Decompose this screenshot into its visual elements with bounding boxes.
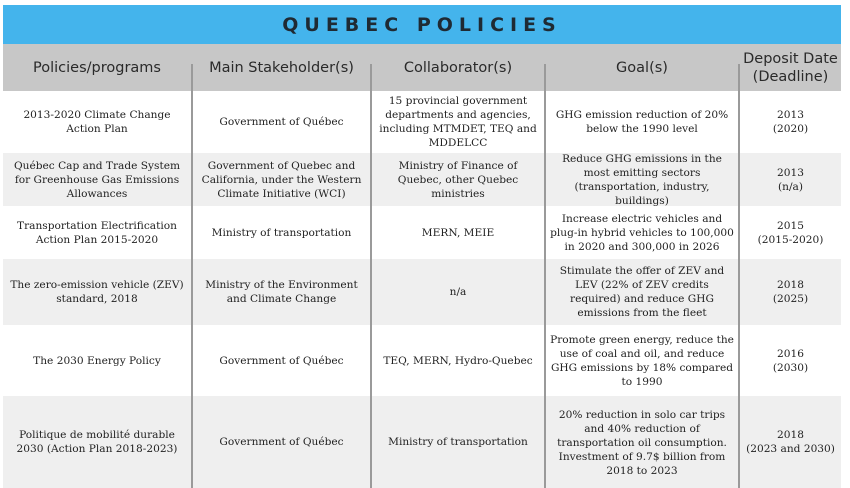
policy-cell: The zero-emission vehicle (ZEV) standard, 2018 [10,279,184,305]
table-row [3,325,841,396]
column-divider [191,64,193,488]
deposit-date: 2018 [777,429,804,441]
table-row [3,153,841,206]
table-row [3,206,841,259]
header-deposit-date: Deposit Date (Deadline) [743,50,838,85]
policy-cell: Politique de mobilité durable 2030 (Action Plan 2018-2023) [16,429,178,455]
collaborator-cell: Ministry of Finance of Quebec, other Quebec ministries [397,159,519,200]
table-title: QUEBEC POLICIES [282,13,562,36]
goal-cell: Reduce GHG emissions in the most emitting sectors (transportation, industry, buildings) [562,153,722,206]
stakeholder-cell: Ministry of the Environment and Climate Change [205,279,358,305]
table-row [3,259,841,325]
date-cell [740,325,841,396]
goal-cell: Increase electric vehicles and plug-in hybrid vehicles to 100,000 in 2020 and 300,000 in 2026 [550,212,734,253]
table-row [3,396,841,488]
date-cell [740,153,841,206]
column-divider [370,64,372,488]
title-bar [3,5,841,44]
header-goals: Goal(s) [616,59,668,76]
goal-cell: Promote green energy, reduce the use of coal and oil, and reduce GHG emissions by 18% compared to 1990 [550,333,734,388]
deadline: (2020) [772,123,809,135]
date-cell [740,259,841,325]
policy-cell: Québec Cap and Trade System for Greenhouse Gas Emissions Allowances [13,159,181,200]
collaborator-cell: Ministry of transportation [388,436,528,448]
goal-cell: GHG emission reduction of 20% below the 1990 level [555,109,729,135]
deadline: (n/a) [778,180,803,193]
date-cell [740,91,841,153]
table-header [3,44,841,91]
collaborator-cell: TEQ, MERN, Hydro-Quebec [383,354,533,367]
table-row [3,91,841,153]
deadline: (2015-2020) [757,233,824,246]
collaborator-cell: MERN, MEIE [421,226,495,239]
header-collaborator: Collaborator(s) [403,59,513,76]
policy-cell: Transportation Electrification Action Plan 2015-2020 [17,219,177,246]
stakeholder-cell: Ministry of transportation [211,226,352,239]
collaborator-cell: n/a [449,286,467,298]
deposit-date: 2013 [777,166,804,179]
deposit-date: 2018 [777,279,804,291]
column-divider [544,64,546,488]
column-divider [738,64,740,488]
collaborator-cell: 15 provincial government departments and agencies, including MTMDET, TEQ and MDDELCC [379,95,537,149]
stakeholder-cell: Government of Québec [219,436,344,448]
deadline: (2030) [772,361,809,374]
policy-cell: The 2030 Energy Policy [33,354,161,367]
deadline: (2025) [772,293,809,305]
stakeholder-cell: Government of Quebec and California, under the Western Climate Initiative (WCI) [201,159,362,200]
deposit-date: 2016 [777,347,804,360]
deposit-date: 2013 [777,109,804,121]
deposit-date: 2015 [777,219,804,232]
goal-cell: Stimulate the offer of ZEV and LEV (22% of ZEV credits required) and reduce GHG emissions from the fleet [559,265,725,319]
goal-cell: 20% reduction in solo car trips and 40% reduction of transportation oil consumption. Investment of 9.7$ billion from 2018 to 2023 [557,409,727,477]
date-cell [740,396,841,488]
stakeholder-cell: Government of Québec [219,354,344,367]
header-policies: Policies/programs [33,59,161,76]
deadline: (2023 and 2030) [746,443,835,455]
header-stakeholder: Main Stakeholder(s) [209,59,354,76]
date-cell [740,206,841,259]
stakeholder-cell: Government of Québec [219,116,344,128]
policy-cell: 2013-2020 Climate Change Action Plan [23,109,171,135]
